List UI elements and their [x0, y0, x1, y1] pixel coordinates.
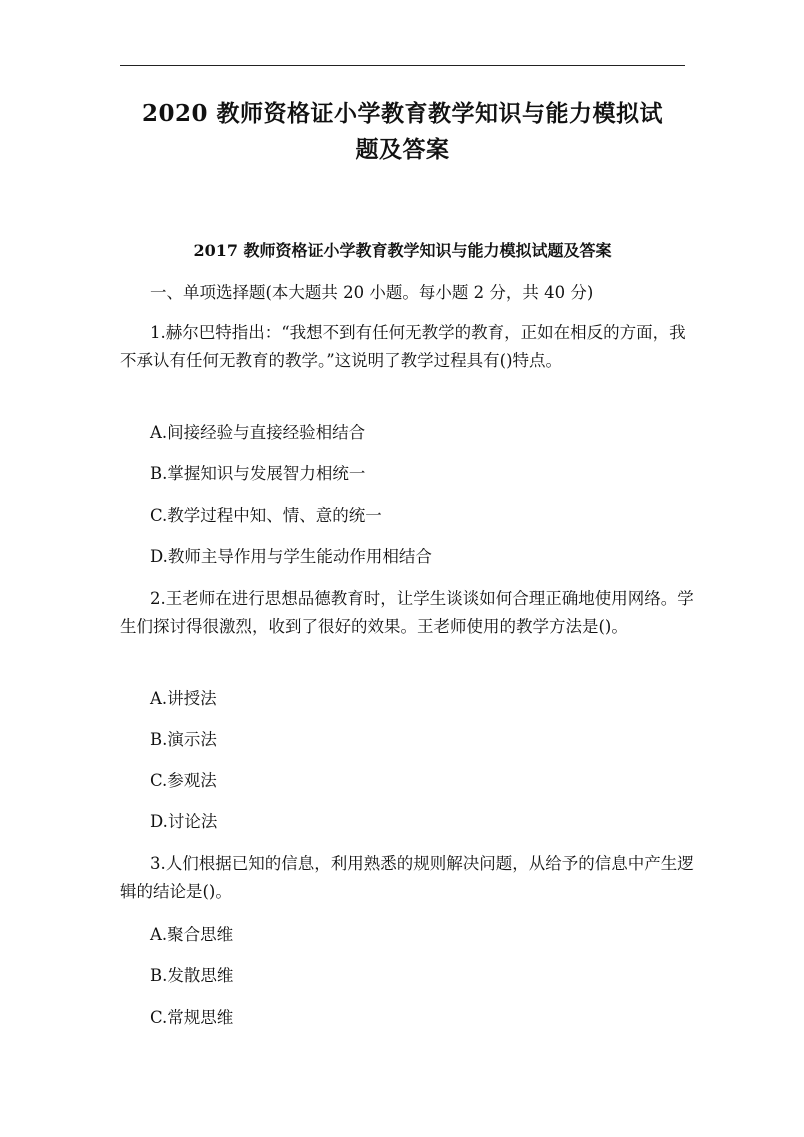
- question-3-option-a: A.聚合思维: [150, 925, 234, 944]
- question-3-option-c: C.常规思维: [150, 1008, 234, 1027]
- title-line-2: 题及答案: [355, 136, 450, 163]
- question-1-option-a: A.间接经验与直接经验相结合: [150, 423, 366, 442]
- question-2-option-a: A.讲授法: [150, 689, 217, 708]
- section-heading: 一、单项选择题(本大题共 20 小题。每小题 2 分，共 40 分): [150, 283, 594, 302]
- question-2-stem: 2.王老师在进行思想品德教育时，让学生谈谈如何合理正确地使用网络。学生们探讨得很激烈，收到了很好的效果。王老师使用的教学方法是()。: [120, 589, 694, 636]
- title-line-1: 2020 教师资格证小学教育教学知识与能力模拟试: [141, 100, 664, 127]
- question-1-option-b: B.掌握知识与发展智力相统一: [150, 464, 366, 483]
- header-rule: [120, 65, 685, 66]
- document-subtitle: 2017 教师资格证小学教育教学知识与能力模拟试题及答案: [193, 241, 612, 260]
- question-1-option-c: C.教学过程中知、情、意的统一: [150, 506, 382, 525]
- document-title: [120, 96, 685, 168]
- question-2-option-c: C.参观法: [150, 771, 217, 790]
- question-2-option-d: D.讨论法: [150, 812, 218, 831]
- question-3-stem: 3.人们根据已知的信息，利用熟悉的规则解决问题，从给予的信息中产生逻辑的结论是()。: [120, 854, 694, 901]
- question-1-stem: 1.赫尔巴特指出：“我想不到有任何无教学的教育，正如在相反的方面，我不承认有任何无教育的教学。”这说明了教学过程具有()特点。: [120, 323, 686, 370]
- question-2-option-b: B.演示法: [150, 730, 217, 749]
- question-1-option-d: D.教师主导作用与学生能动作用相结合: [150, 547, 432, 566]
- question-3-option-b: B.发散思维: [150, 966, 234, 985]
